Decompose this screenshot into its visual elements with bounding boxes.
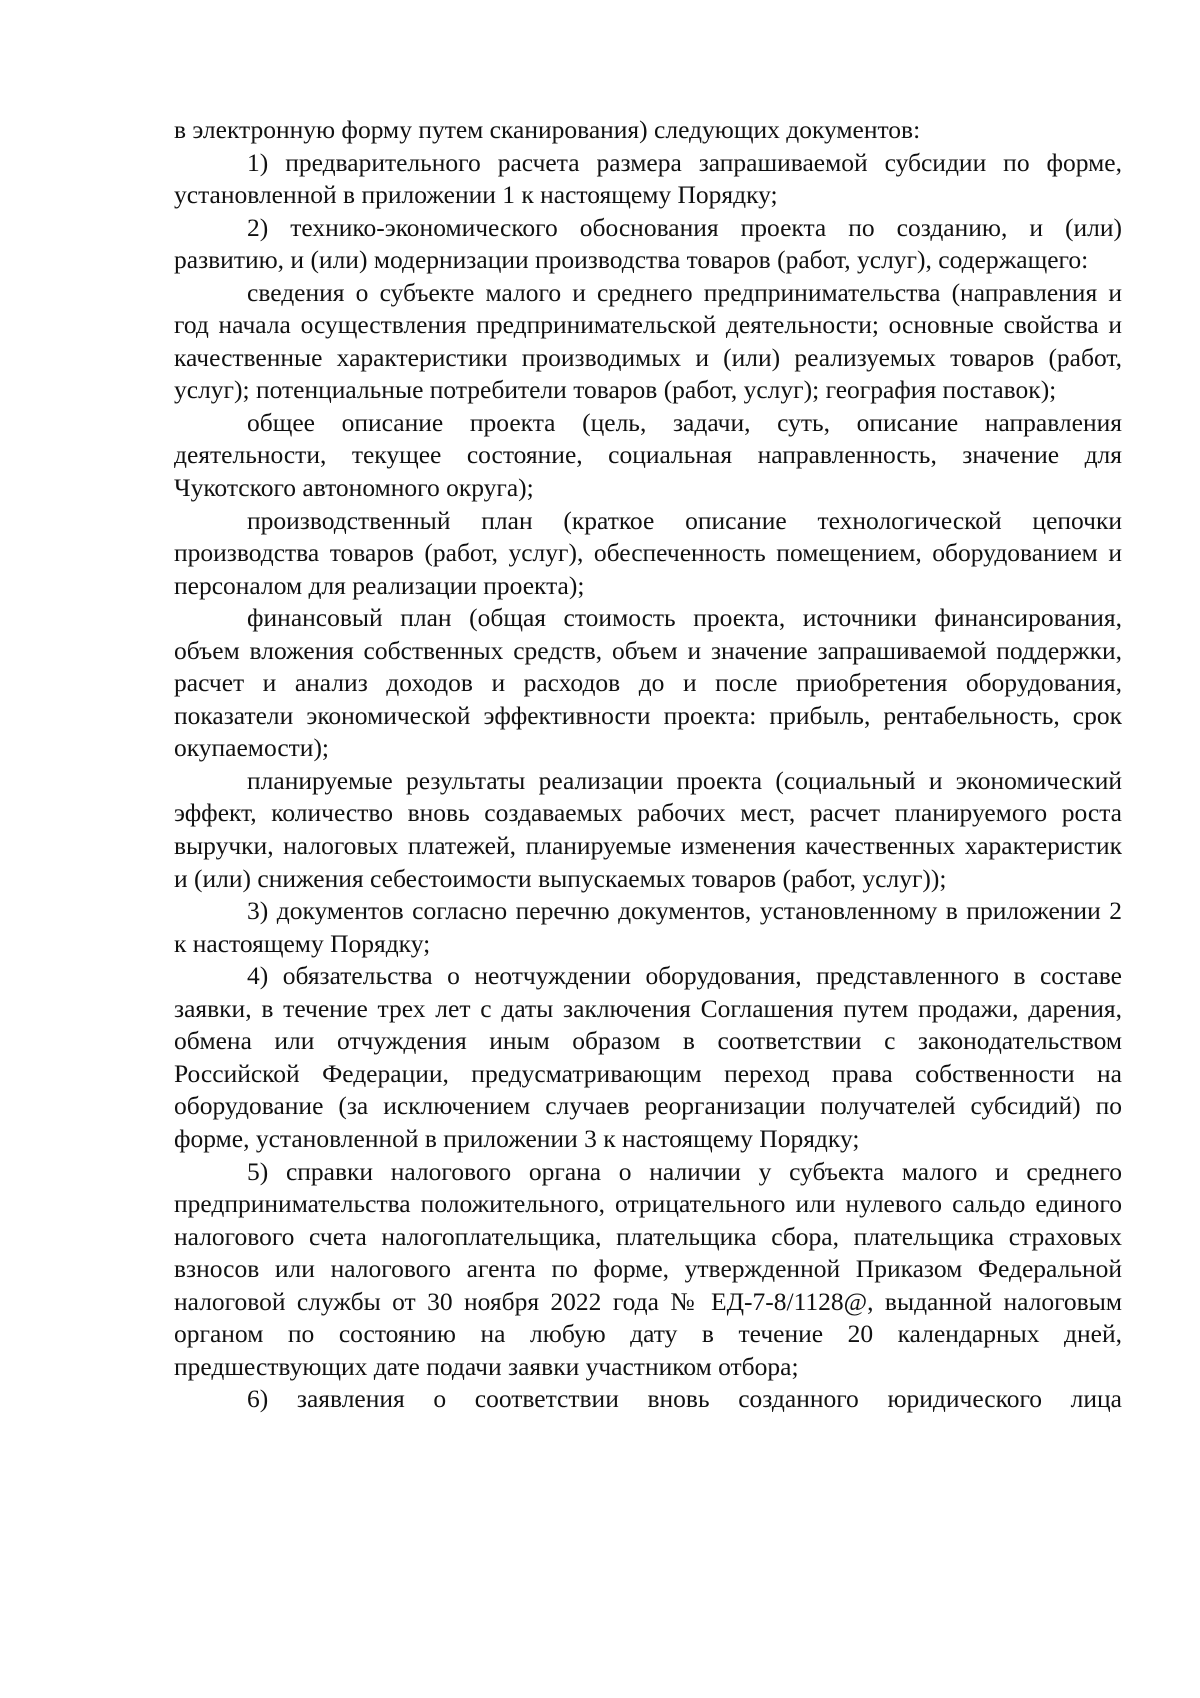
- paragraph-item-6: 6) заявления о соответствии вновь созданного юридического лица: [247, 1384, 1122, 1414]
- paragraph-item-5: 5) справки налогового органа о наличии у субъекта малого и среднего предпринимательства положительного, отрицательного или нулевого сальдо единого налогового счета налогоплательщика, плательщика сбора, плательщика страховых взносов или налогового агента по форме, утвержденной Приказом Федеральной налоговой службы от 30 ноября 2022 года № ЕД-7-8/1128@, выданной налоговым органом по состоянию на любую дату в течение 20 календарных дней, предшествующих дате подачи заявки участником отбора;: [174, 1156, 1122, 1381]
- paragraph-subitem-financial-plan: финансовый план (общая стоимость проекта, источники финансирования, объем вложения собственных средств, объем и значение запрашиваемой поддержки, расчет и анализ доходов и расходов до и после приобретения оборудования, показатели экономической эффективности проекта: прибыль, рентабельность, срок окупаемости);: [174, 603, 1122, 763]
- paragraph-item-4: 4) обязательства о неотчуждении оборудования, представленного в составе заявки, в течение трех лет с даты заключения Соглашения путем продажи, дарения, обмена или отчуждения иным образом в соответствии с законодательством Российской Федерации, предусматривающим переход права собственности на оборудование (за исключением случаев реорганизации получателей субсидий) по форме, установленной в приложении 3 к настоящему Порядку;: [174, 961, 1122, 1153]
- paragraph-subitem-results: планируемые результаты реализации проекта (социальный и экономический эффект, количество вновь создаваемых рабочих мест, расчет планируемого роста выручки, налоговых платежей, планируемые изменения качественных характеристик и (или) снижения себестоимости выпускаемых товаров (работ, услуг));: [174, 765, 1122, 893]
- paragraph-subitem-description: общее описание проекта (цель, задачи, суть, описание направления деятельности, текущее состояние, социальная направленность, значение для Чукотского автономного округа);: [174, 407, 1122, 503]
- paragraph-subitem-production-plan: производственный план (краткое описание технологической цепочки производства товаров (работ, услуг), обеспеченность помещением, оборудованием и персоналом для реализации проекта);: [174, 505, 1122, 600]
- paragraph-item-2: 2) технико-экономического обоснования проекта по созданию, и (или) развитию, и (или) модернизации производства товаров (работ, услуг), содержащего:: [174, 212, 1122, 275]
- paragraph-item-1: 1) предварительного расчета размера запрашиваемой субсидии по форме, установленной в приложении 1 к настоящему Порядку;: [174, 147, 1122, 210]
- paragraph-item-3: 3) документов согласно перечню документов, установленному в приложении 2 к настоящему Порядку;: [174, 896, 1122, 958]
- paragraph-subitem-info: сведения о субъекте малого и среднего предпринимательства (направления и год начала осуществления предпринимательской деятельности; основные свойства и качественные характеристики производимых и (или) реализуемых товаров (работ, услуг); потенциальные потребители товаров (работ, услуг); география поставок);: [174, 277, 1122, 405]
- paragraph-continuation: в электронную форму путем сканирования) следующих документов:: [174, 115, 921, 144]
- document-body: [174, 114, 1122, 1416]
